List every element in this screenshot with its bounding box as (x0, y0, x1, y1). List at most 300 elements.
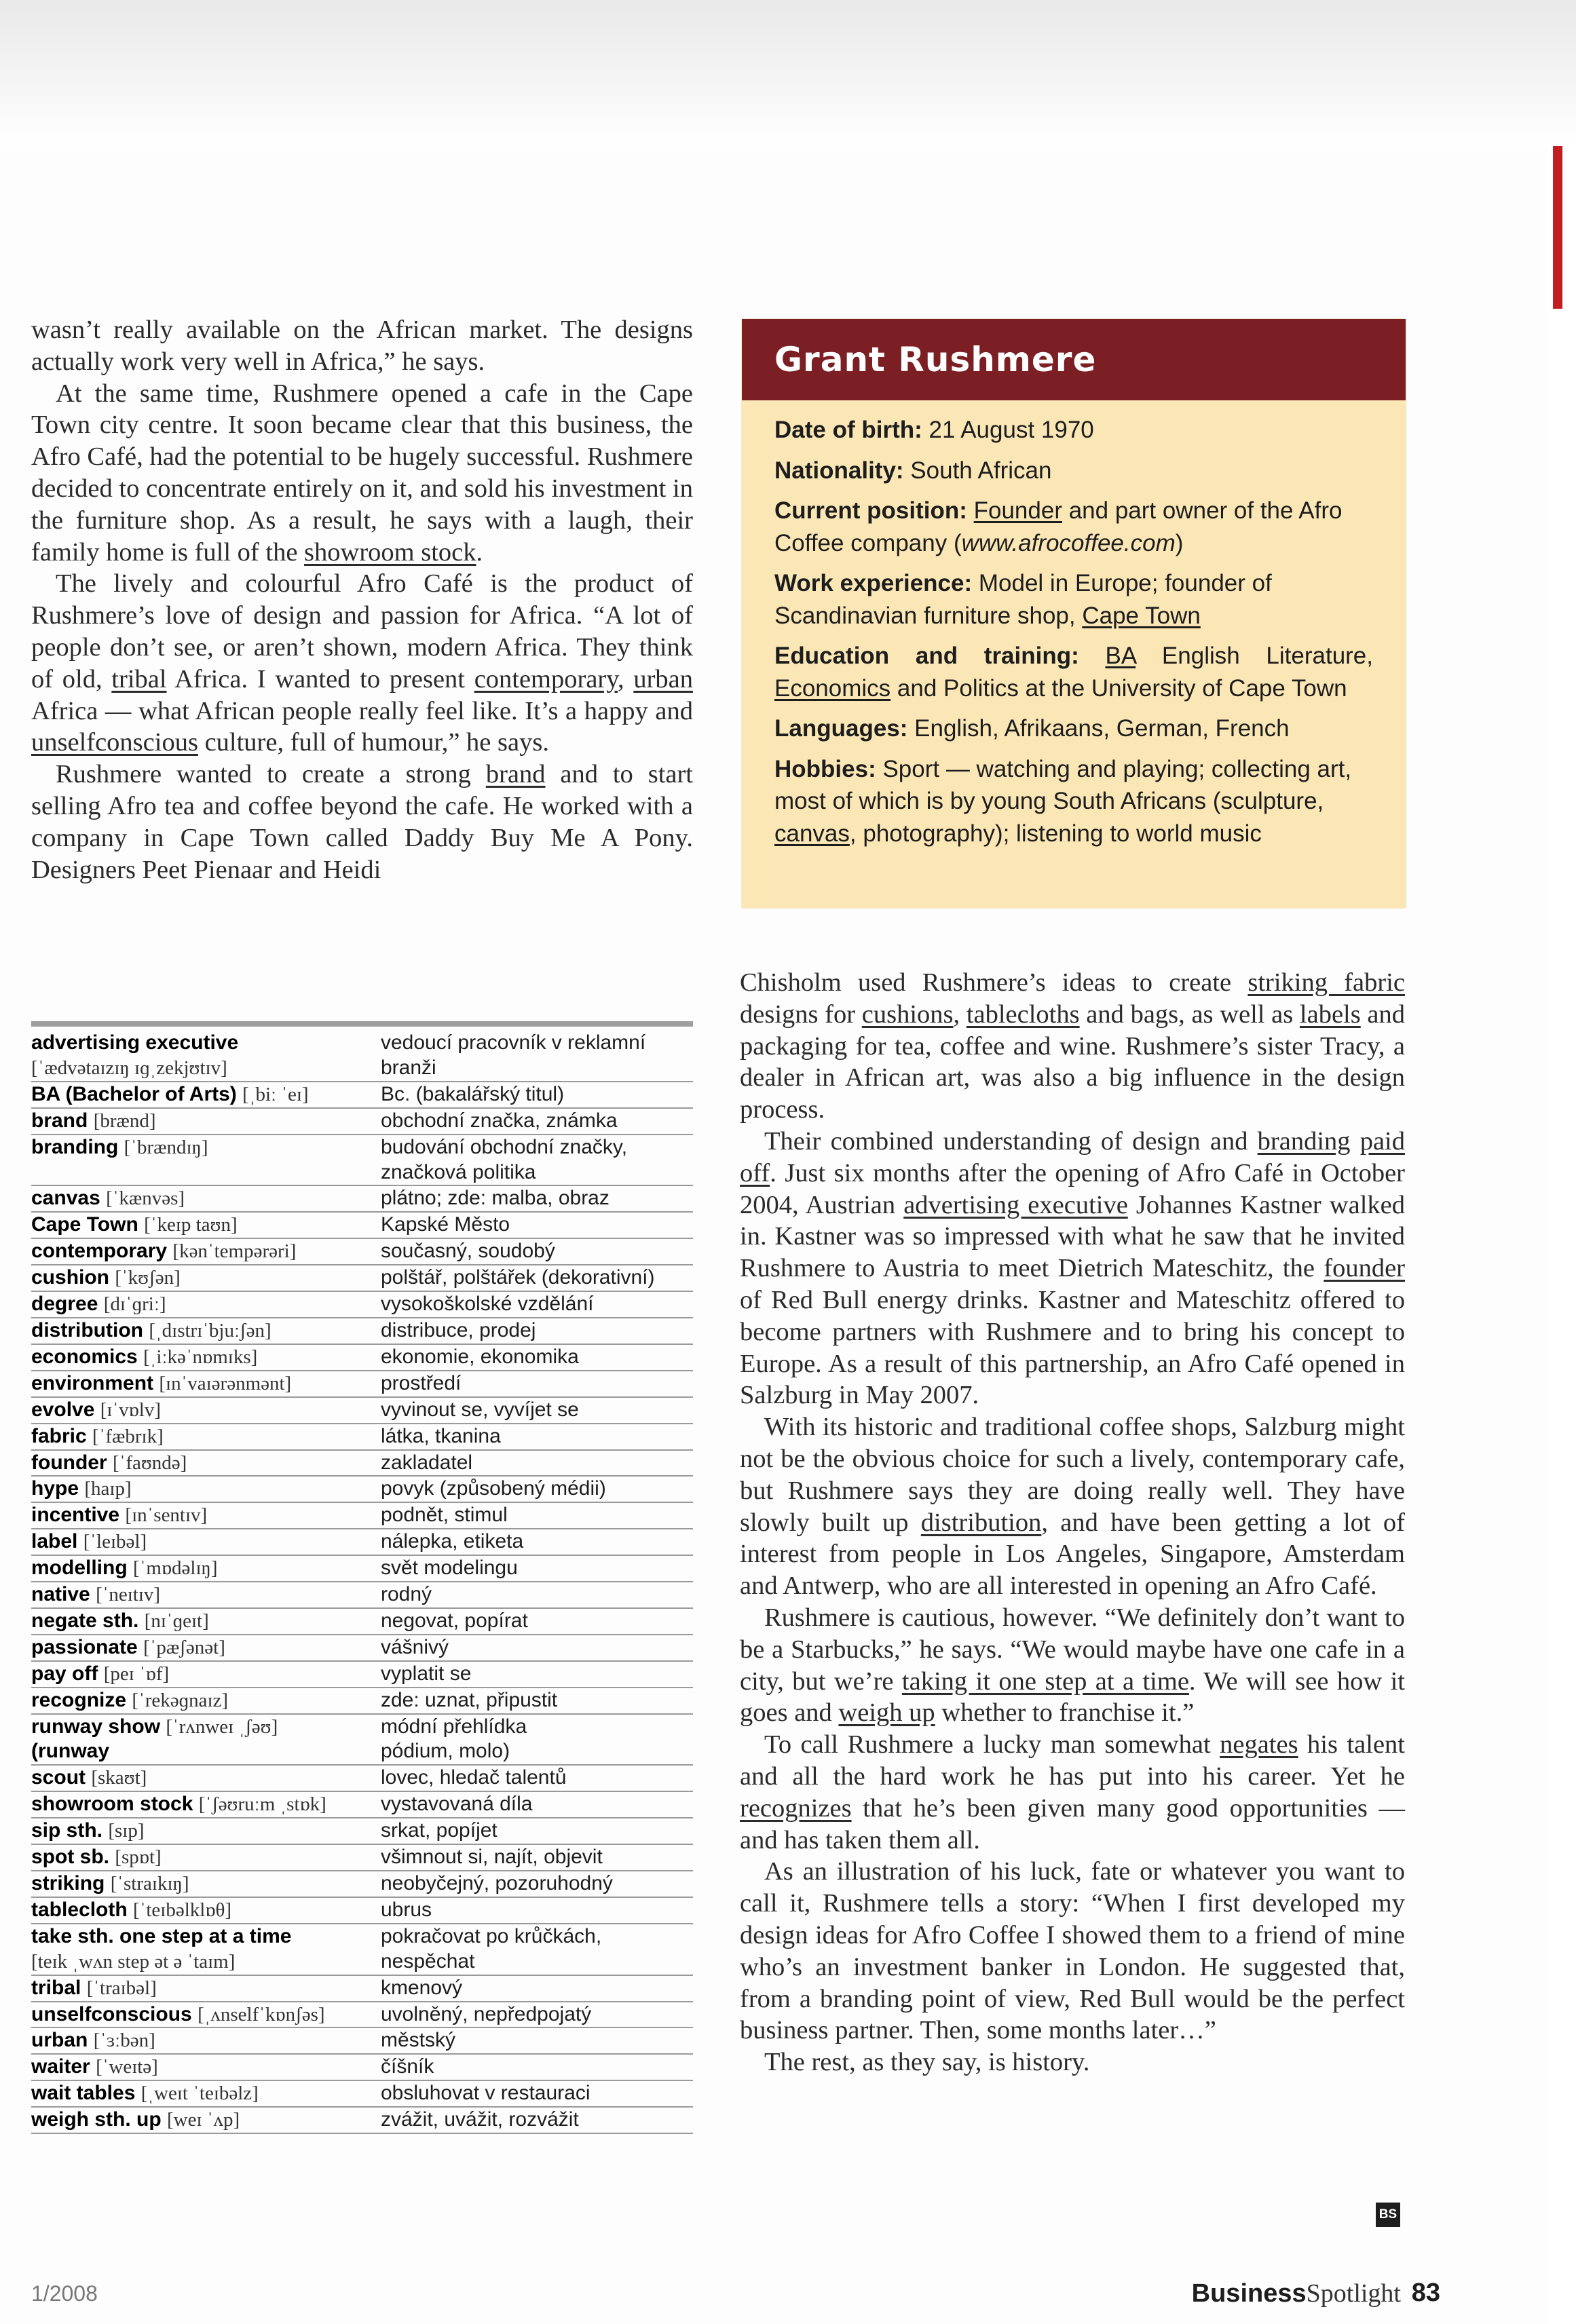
glossary-pronunciation: [ˌbiː ˈeɪ] (242, 1083, 309, 1105)
profile-nationality (774, 455, 1373, 487)
glossary-row (31, 1318, 693, 1345)
text: Africa. I wanted to present (166, 664, 474, 693)
glossary-term: hype (31, 1477, 79, 1500)
glossary-term-cell (31, 1556, 381, 1581)
paragraph (740, 2046, 1405, 2078)
glossary-rows (31, 1031, 693, 2134)
glossary-row (31, 1031, 693, 1082)
glossary-definition-text: obsluhovat v restauraci (381, 2082, 590, 2105)
glossary-term: degree (31, 1293, 98, 1316)
profile-education (774, 640, 1373, 704)
glossary-row (31, 1345, 693, 1371)
glossary-term: striking (31, 1872, 105, 1894)
vocab-term: brand (485, 760, 546, 789)
glossary-row (31, 1451, 693, 1477)
text: . Just six months after the opening of Afro Café in October 2004, Austrian (740, 1158, 1405, 1219)
glossary-definition (381, 1898, 693, 1923)
glossary-definition-text: distribuce, prodej (381, 1318, 536, 1341)
glossary-row (31, 1766, 693, 1792)
text: . (476, 537, 483, 567)
glossary-row (31, 1898, 693, 1924)
field-label: Languages: (774, 715, 908, 742)
glossary-definition (381, 1529, 693, 1555)
glossary-term: runway show (31, 1715, 161, 1738)
glossary-term: label (31, 1530, 78, 1553)
glossary-row (31, 1186, 693, 1213)
glossary-term: contemporary (31, 1240, 168, 1263)
glossary-definition-text: ekonomie, ekonomika (381, 1345, 579, 1368)
glossary-term-cell (31, 1792, 381, 1817)
glossary-term-cell (31, 1924, 381, 1975)
glossary-definition (381, 1715, 693, 1765)
glossary-pronunciation: [haɪp] (84, 1478, 132, 1500)
profile-work (774, 567, 1373, 632)
text: whether to franchise it.” (935, 1698, 1195, 1728)
text: With its historic and traditional coffee shops, Salzburg might not be the obvious choice for such a lively, contemporary cafe, but Rushmere says they are doing really well. They have slowly built up (740, 1413, 1405, 1537)
brand-light: Spotlight (1306, 2279, 1401, 2308)
field-label: Date of birth: (774, 417, 922, 443)
glossary-row (31, 1082, 693, 1109)
glossary-row (31, 2002, 693, 2029)
glossary-row (31, 1292, 693, 1318)
glossary-definition-text: kmenový (381, 1976, 463, 1999)
glossary-term: advertising executive (31, 1031, 239, 1054)
glossary-row (31, 2108, 693, 2134)
brand-bold: Business (1191, 2279, 1307, 2308)
glossary-definition (381, 2002, 693, 2027)
text: At the same time, Rushmere opened a cafe in the Cape Town city centre. It soon became clear that this business, the Afro Café, had the potential to be hugely successful. Rushmere decided to concentrate entirely on it, and sold his investment in the furniture shop. As a result, he says with a laugh, their family home is full of the (31, 379, 693, 567)
vocab-term: branding (1257, 1126, 1351, 1156)
glossary-term-cell (31, 1845, 381, 1870)
glossary-term: tablecloth (31, 1898, 128, 1921)
profile-hobbies (774, 753, 1373, 850)
field-label: Education and training: (774, 643, 1079, 669)
text: . We will see how it goes and (740, 1666, 1405, 1728)
text: Johannes Kastner walked in. Kastner was so impressed with what he saw that he invited Rushmere to Austria to meet Dietrich Mateschitz, the (740, 1190, 1405, 1283)
glossary-pronunciation: [ˈædvətaɪzɪŋ ɪɡˌzekjʊtɪv] (31, 1056, 227, 1079)
text: To call Rushmere a lucky man somewhat (764, 1730, 1220, 1759)
paragraph (31, 759, 693, 885)
glossary-term: branding (31, 1135, 119, 1158)
glossary-row (31, 1924, 693, 1976)
glossary-pronunciation: [sɪp] (108, 1820, 145, 1842)
magazine-brand (1192, 2279, 1401, 2308)
glossary-term-cell (31, 1688, 381, 1713)
field-value: 21 August 1970 (922, 417, 1094, 443)
glossary-definition (381, 2108, 693, 2133)
vocab-term: tablecloths (966, 999, 1080, 1029)
glossary-definition (381, 1398, 693, 1423)
profile-header (742, 319, 1406, 400)
text: of Red Bull energy drinks. Kastner and Mateschitz offered to become partners with Rushmere and to bring his concept to Europe. As a result of this partnership, an Afro Café opened in Salzburg in May 2007. (740, 1285, 1405, 1410)
glossary-definition (381, 1135, 693, 1185)
glossary-term: environment (31, 1371, 154, 1394)
glossary-definition (381, 1924, 693, 1975)
glossary-row (31, 1477, 693, 1503)
glossary-term: showroom stock (31, 1793, 193, 1816)
vocab-term: advertising executive (903, 1190, 1128, 1219)
glossary-pronunciation: [ˈneɪtɪv] (96, 1584, 161, 1606)
glossary-term-cell (31, 1135, 381, 1185)
glossary-term: BA (Bachelor of Arts) (31, 1082, 237, 1105)
glossary-term-cell (31, 1582, 381, 1607)
glossary-definition (381, 1976, 693, 2001)
scan-top-shadow (0, 0, 1576, 146)
page-edge-tab (1553, 146, 1562, 309)
vocab-term: taking it one step at a time (901, 1666, 1189, 1696)
vocab-term: founder (1324, 1254, 1405, 1283)
profile-position (774, 495, 1373, 559)
glossary-definition-text: rodný (381, 1583, 432, 1606)
text: , (618, 664, 634, 693)
text: Rushmere wanted to create a strong (56, 760, 486, 789)
glossary-definition-text: plátno; zde: malba, obraz (381, 1187, 609, 1210)
glossary-definition-text: vyvinout se, vyvíjet se (381, 1398, 579, 1421)
glossary-definition-text: zakladatel (381, 1451, 473, 1474)
glossary-term: tribal (31, 1976, 81, 1999)
glossary-pronunciation: [ˈmɒdəlɪŋ] (133, 1557, 218, 1580)
glossary-definition (381, 1609, 693, 1634)
glossary-pronunciation: [ˈtraɪbəl] (86, 1977, 157, 1999)
glossary-term-cell (31, 1898, 381, 1923)
glossary-row (31, 1109, 693, 1135)
text: culture, full of humour,” he says. (198, 728, 549, 757)
glossary-definition-text: negovat, popírat (381, 1609, 528, 1632)
glossary-definition-text: pódium, molo) (381, 1740, 510, 1763)
glossary-pronunciation: [ˈkʊʃən] (115, 1267, 181, 1289)
glossary-row (31, 1845, 693, 1871)
glossary-pronunciation: [brænd] (93, 1109, 156, 1132)
glossary-definition-text: prostředí (381, 1371, 462, 1394)
glossary-pronunciation: [ˌweɪt ˈteɪbəlz] (140, 2082, 259, 2105)
glossary-pronunciation: [ˌiːkəˈnɒmɪks] (143, 1346, 258, 1368)
glossary-definition (381, 1265, 693, 1291)
paragraph (31, 378, 693, 569)
glossary-row (31, 1529, 693, 1556)
vocab-term: urban (633, 664, 693, 693)
glossary-definition (381, 1871, 693, 1897)
glossary-row (31, 1715, 693, 1766)
glossary-term: passionate (31, 1635, 138, 1658)
glossary-definition-text: Bc. (bakalářský titul) (381, 1082, 565, 1105)
glossary-definition-text: lovec, hledač talentů (381, 1766, 567, 1789)
glossary-pronunciation: [ɪnˈvaɪərənmənt] (159, 1372, 292, 1394)
field-label: Current position: (774, 497, 967, 524)
glossary-term-cell (31, 1662, 381, 1687)
glossary-pronunciation: [dɪˈɡriː] (103, 1293, 166, 1316)
glossary-definition-text: módní přehlídka (381, 1715, 527, 1738)
text: and bags, as well as (1079, 999, 1300, 1029)
glossary-pronunciation: [ˈrʌnweɪ ˌʃəʊ] (166, 1715, 278, 1738)
glossary-term-cell (31, 1292, 381, 1317)
glossary-definition (381, 1451, 693, 1476)
glossary-term: wait tables (31, 2082, 136, 2105)
glossary-row (31, 1635, 693, 1662)
glossary-term-cell (31, 1451, 381, 1476)
glossary-row (31, 1213, 693, 1239)
glossary-term: distribution (31, 1318, 143, 1341)
glossary-row (31, 1688, 693, 1715)
glossary-row (31, 1582, 693, 1609)
glossary-definition-text: obchodní značka, známka (381, 1109, 618, 1132)
text: Their combined understanding of design and (764, 1126, 1258, 1156)
field-value: , photography); listening to world music (849, 820, 1262, 847)
glossary-definition (381, 1582, 693, 1607)
profile-box (742, 319, 1406, 908)
glossary-row (31, 2028, 693, 2055)
glossary-definition-text: zde: uznat, připustit (381, 1688, 558, 1711)
paragraph (740, 1729, 1405, 1856)
glossary-term-cell (31, 1398, 381, 1423)
glossary-definition (381, 1818, 693, 1844)
glossary-term-cell (31, 1424, 381, 1449)
glossary-row (31, 1135, 693, 1187)
glossary-definition-text: srkat, popíjet (381, 1819, 498, 1842)
glossary-definition (381, 1503, 693, 1528)
text: As an illustration of his luck, fate or whatever you want to call it, Rushmere tells a story: “When I first developed my design ideas for Afro Coffee I showed them to a friend of mine who’s an investment banker in London. He suggested that, from a branding point of view, Red Bull would be the perfect business partner. Then, some months later…” (740, 1857, 1405, 2045)
glossary-definition (381, 1424, 693, 1449)
text: designs for (740, 999, 862, 1029)
glossary-pronunciation: [ˈleɪbəl] (83, 1531, 147, 1553)
vocab-term: recognizes (740, 1793, 852, 1823)
glossary-definition-text: látka, tkanina (381, 1424, 501, 1447)
glossary-pronunciation: [ˈʃəʊruːm ˌstɒk] (198, 1793, 326, 1816)
glossary-definition-text: budování obchodní značky, značková politika (381, 1135, 628, 1183)
vocab-term: negates (1220, 1730, 1298, 1759)
glossary-definition-text: Kapské Město (381, 1213, 510, 1236)
vocab-term: paid off (740, 1126, 1406, 1187)
glossary-term-cell (31, 1976, 381, 2001)
vocab-term: distribution (920, 1508, 1042, 1537)
vocab-term: unselfconscious (31, 728, 198, 757)
paragraph (740, 967, 1405, 1126)
glossary-term: waiter (31, 2055, 90, 2078)
glossary-pronunciation: [peɪ ˈɒf] (103, 1662, 170, 1685)
glossary-pronunciation: [ˈrekəɡnaɪz] (132, 1689, 229, 1711)
glossary-row (31, 1609, 693, 1635)
paragraph (740, 1602, 1405, 1729)
glossary-row (31, 1556, 693, 1582)
glossary-definition (381, 1186, 693, 1211)
glossary-pronunciation: [ˈkænvəs] (106, 1187, 185, 1210)
glossary-definition-text: podnět, stimul (381, 1504, 508, 1527)
glossary-definition-text: vedoucí pracovník v reklamní branži (381, 1031, 646, 1079)
glossary-term: native (31, 1583, 90, 1606)
glossary-row (31, 1503, 693, 1529)
glossary-pronunciation: [ˈbrændɪŋ] (124, 1136, 208, 1158)
vocab-term: Economics (774, 674, 891, 702)
glossary-pronunciation: [spɒt] (115, 1846, 162, 1869)
glossary-term: pay off (31, 1662, 98, 1685)
glossary-row (31, 1265, 693, 1292)
glossary-term-cell (31, 2028, 381, 2053)
glossary-term-cell (31, 1635, 381, 1660)
glossary-definition-text: povyk (způsobený médii) (381, 1477, 606, 1500)
glossary-term: weigh sth. up (31, 2108, 162, 2131)
text: The rest, as they say, is history. (764, 2048, 1090, 2077)
glossary-pronunciation: [ˈfaʊndə] (113, 1451, 187, 1474)
glossary-term-cell (31, 1715, 381, 1765)
glossary-term-cell (31, 1871, 381, 1897)
glossary-term: economics (31, 1345, 138, 1368)
glossary-term: spot sb. (31, 1846, 110, 1869)
vocab-term: weigh up (838, 1698, 935, 1728)
vocab-term: labels (1299, 999, 1361, 1029)
glossary-pronunciation: [nɪˈɡeɪt] (144, 1609, 209, 1632)
glossary-pronunciation: [ˌʌnselfˈkɒnʃəs] (198, 2003, 325, 2025)
glossary-pronunciation: [ˈstraɪkɪŋ] (110, 1873, 189, 1894)
vocab-term: showroom stock (304, 537, 476, 567)
glossary-definition (381, 1477, 693, 1502)
text: his talent and all the hard work he has put into his career. Yet he (740, 1730, 1405, 1791)
profile-body (742, 400, 1406, 850)
glossary-term: (runway (31, 1740, 110, 1763)
glossary-term-cell (31, 1818, 381, 1844)
vocab-term: tribal (111, 664, 167, 693)
text: and to start selling Afro tea and coffee beyond the cafe. He worked with a company in Cape Town called Daddy Buy Me A Pony. Designers Peet Pienaar and Heidi (31, 760, 693, 884)
glossary-definition-text: všimnout si, najít, objevit (381, 1846, 603, 1869)
paragraph (31, 314, 693, 378)
glossary-row (31, 1424, 693, 1451)
field-value: and Politics at the University of Cape Town (890, 674, 1347, 702)
field-label: Hobbies: (774, 755, 876, 782)
glossary-term-cell (31, 1109, 381, 1134)
glossary-term-cell (31, 1265, 381, 1291)
glossary-definition (381, 1345, 693, 1370)
field-value: and part owner of the Afro Coffee company ( (774, 497, 1343, 556)
paragraph (31, 568, 693, 759)
glossary-row (31, 1976, 693, 2002)
vocab-term: striking fabric (1247, 968, 1405, 997)
text: The lively and colourful Afro Café is the product of Rushmere’s love of design and passion for Africa. “A lot of people don’t see, or aren’t shown, modern Africa. They think of old, (31, 569, 693, 693)
glossary-row (31, 1371, 693, 1398)
glossary-definition-text: městský (381, 2029, 456, 2052)
glossary-row (31, 1792, 693, 1818)
glossary-row (31, 1239, 693, 1265)
glossary-term-cell (31, 1213, 381, 1238)
glossary-term: negate sth. (31, 1609, 139, 1632)
glossary-term: sip sth. (31, 1819, 103, 1842)
glossary-term-cell (31, 2081, 381, 2106)
glossary-row (31, 2055, 693, 2081)
glossary-definition (381, 1371, 693, 1396)
glossary-term-cell (31, 1766, 381, 1791)
glossary-pronunciation: [ˌdɪstrɪˈbjuːʃən] (149, 1319, 271, 1341)
end-of-article-mark: BS (1376, 2203, 1400, 2227)
article-column-left (31, 314, 693, 885)
glossary-term-cell (31, 1082, 381, 1107)
profile-name: Grant Rushmere (774, 340, 1097, 379)
website-link[interactable]: www.afrocoffee.com (961, 529, 1176, 556)
vocab-term: Founder (973, 497, 1062, 524)
glossary-term-cell (31, 1477, 381, 1502)
page-number: 83 (1411, 2279, 1440, 2307)
glossary-table (31, 1021, 693, 2134)
text: that he’s been given many good opportunities — and has taken them all. (740, 1793, 1405, 1854)
glossary-definition-text: vyplatit se (381, 1662, 472, 1685)
glossary-term: recognize (31, 1688, 127, 1711)
glossary-row (31, 1818, 693, 1845)
vocab-term: BA (1105, 643, 1136, 669)
glossary-definition (381, 1845, 693, 1870)
glossary-definition (381, 1031, 693, 1081)
glossary-definition-text: současný, soudobý (381, 1240, 555, 1263)
glossary-term: brand (31, 1109, 88, 1132)
glossary-term: scout (31, 1766, 86, 1789)
glossary-pronunciation: [skaʊt] (91, 1767, 147, 1789)
paragraph (740, 1126, 1405, 1411)
glossary-pronunciation: [ˈɜːbən] (93, 2030, 155, 2052)
glossary-pronunciation: [teɪk ˌwʌn step ət ə ˈtaɪm] (31, 1950, 236, 1973)
glossary-row (31, 1398, 693, 1424)
glossary-term-cell (31, 1186, 381, 1211)
glossary-definition (381, 1556, 693, 1581)
glossary-term: Cape Town (31, 1213, 138, 1236)
glossary-definition-text: svět modelingu (381, 1557, 518, 1580)
glossary-pronunciation: [ˈpæʃənət] (143, 1636, 225, 1658)
field-label: Work experience: (774, 570, 973, 596)
glossary-definition (381, 1213, 693, 1238)
field-label: Nationality: (774, 457, 904, 484)
glossary-term-cell (31, 1239, 381, 1264)
glossary-term-cell (31, 2055, 381, 2080)
text: , (953, 999, 967, 1029)
glossary-pronunciation: [kənˈtempərəri] (172, 1240, 297, 1263)
text: Rushmere is cautious, however. “We definitely don’t want to be a Starbucks,” he says. “We would maybe have one cafe in a city, but we’re (740, 1603, 1405, 1696)
field-value: English, Afrikaans, German, French (907, 715, 1290, 742)
glossary-definition (381, 1766, 693, 1791)
glossary-pronunciation: [ˈkeɪp taʊn] (144, 1214, 238, 1236)
glossary-definition (381, 2055, 693, 2080)
glossary-term-cell (31, 2108, 381, 2133)
text: wasn’t really available on the African market. The designs actually work very well in Africa,” he says. (31, 316, 693, 376)
glossary-definition-text: ubrus (381, 1898, 432, 1921)
glossary-definition (381, 1688, 693, 1713)
vocab-term: contemporary (474, 664, 618, 693)
glossary-pronunciation: [weɪ ˈʌp] (167, 2109, 240, 2131)
issue-number: 1/2008 (31, 2281, 98, 2306)
glossary-definition-text: vysokoškolské vzdělání (381, 1293, 594, 1316)
glossary-row (31, 1662, 693, 1688)
glossary-definition (381, 1292, 693, 1317)
glossary-term: fabric (31, 1424, 87, 1447)
paragraph (740, 1856, 1405, 2046)
glossary-term-cell (31, 1609, 381, 1634)
glossary-term-cell (31, 1318, 381, 1344)
glossary-definition (381, 1635, 693, 1660)
field-value: English Literature, (1136, 643, 1373, 669)
glossary-definition (381, 1662, 693, 1687)
glossary-definition-text: uvolněný, nepředpojatý (381, 2002, 592, 2025)
vocab-term: cushions (861, 999, 954, 1029)
glossary-top-rule (31, 1021, 693, 1027)
glossary-definition-text: nálepka, etiketa (381, 1530, 524, 1553)
vocab-term: Cape Town (1082, 602, 1201, 629)
text: Chisholm used Rushmere’s ideas to create (740, 968, 1248, 997)
glossary-row (31, 2081, 693, 2108)
glossary-pronunciation: [ˈfæbrɪk] (92, 1425, 164, 1447)
glossary-definition-text: vystavovaná díla (381, 1793, 533, 1816)
glossary-term-cell (31, 2002, 381, 2027)
vocab-term: canvas (774, 820, 850, 847)
glossary-term: take sth. one step at a time (31, 1924, 292, 1947)
field-value: ) (1175, 529, 1184, 556)
glossary-pronunciation: [ɪˈvɒlv] (100, 1398, 162, 1421)
glossary-term: modelling (31, 1557, 128, 1580)
glossary-term: urban (31, 2029, 88, 2052)
glossary-term: cushion (31, 1266, 110, 1289)
profile-dob (774, 414, 1373, 446)
